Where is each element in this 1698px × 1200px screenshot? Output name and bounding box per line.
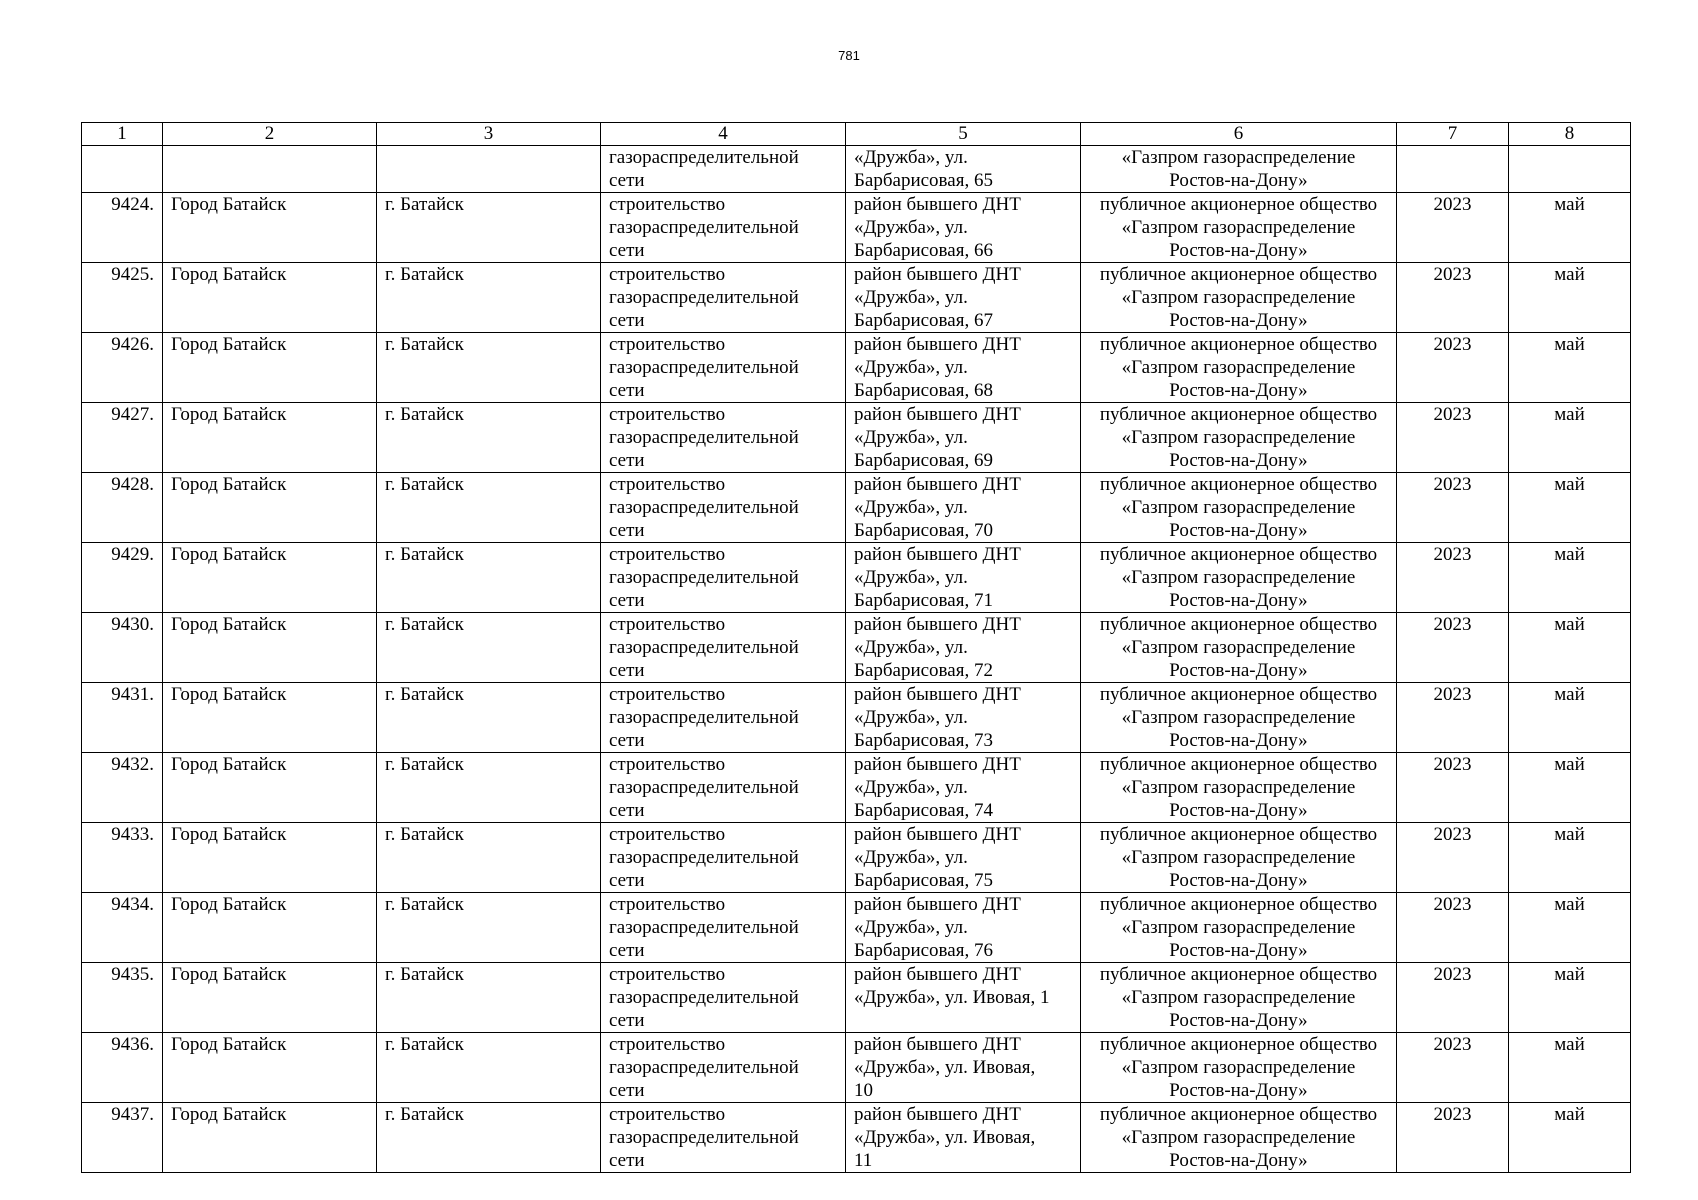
cell-year: 2023 (1397, 263, 1509, 333)
table-row (82, 963, 1631, 1033)
cell-address: район бывшего ДНТ «Дружба», ул. Барбарисовая, 76 (846, 893, 1081, 963)
cell-number: 9425. (82, 263, 163, 333)
cell-year: 2023 (1397, 963, 1509, 1033)
cell-district: Город Батайск (163, 1103, 377, 1173)
cell-month: май (1509, 473, 1631, 543)
cell-year: 2023 (1397, 1103, 1509, 1173)
continued-row (82, 146, 1631, 193)
cell-year: 2023 (1397, 753, 1509, 823)
cell-number: 9436. (82, 1033, 163, 1103)
register-table (81, 122, 1631, 1173)
cell-settlement: г. Батайск (377, 613, 601, 683)
cell-organization: публичное акционерное общество «Газпром газораспределение Ростов-на-Дону» (1081, 963, 1397, 1033)
cell-district: Город Батайск (163, 1033, 377, 1103)
cell-district: Город Батайск (163, 473, 377, 543)
cell-address: район бывшего ДНТ «Дружба», ул. Ивовая, 11 (846, 1103, 1081, 1173)
column-header: 4 (601, 123, 846, 146)
page-number: 781 (838, 48, 860, 63)
table-row (82, 1103, 1631, 1173)
table-row (82, 543, 1631, 613)
column-header: 2 (163, 123, 377, 146)
cell-organization: публичное акционерное общество «Газпром газораспределение Ростов-на-Дону» (1081, 193, 1397, 263)
cell-work: строительство газораспределительной сети (601, 193, 846, 263)
cell-work: строительство газораспределительной сети (601, 1103, 846, 1173)
table-row (82, 823, 1631, 893)
cell-address: район бывшего ДНТ «Дружба», ул. Ивовая, 1 (846, 963, 1081, 1033)
cell-month: май (1509, 263, 1631, 333)
cell-address: «Дружба», ул. Барбарисовая, 65 (846, 146, 1081, 193)
header-row (82, 123, 1631, 146)
cell-settlement: г. Батайск (377, 193, 601, 263)
cell-district: Город Батайск (163, 753, 377, 823)
cell-organization: «Газпром газораспределение Ростов-на-Дону» (1081, 146, 1397, 193)
cell-address: район бывшего ДНТ «Дружба», ул. Барбарисовая, 66 (846, 193, 1081, 263)
cell-number: 9431. (82, 683, 163, 753)
cell-settlement: г. Батайск (377, 1033, 601, 1103)
cell-month: май (1509, 823, 1631, 893)
column-header: 6 (1081, 123, 1397, 146)
cell-number: 9429. (82, 543, 163, 613)
table-row (82, 333, 1631, 403)
cell-month: май (1509, 1033, 1631, 1103)
cell-number: 9430. (82, 613, 163, 683)
cell-district: Город Батайск (163, 893, 377, 963)
cell-district: Город Батайск (163, 263, 377, 333)
cell-number: 9427. (82, 403, 163, 473)
cell-year: 2023 (1397, 683, 1509, 753)
cell-district: Город Батайск (163, 823, 377, 893)
cell-year: 2023 (1397, 1033, 1509, 1103)
cell-settlement: г. Батайск (377, 403, 601, 473)
cell-address: район бывшего ДНТ «Дружба», ул. Барбарисовая, 67 (846, 263, 1081, 333)
cell-district: Город Батайск (163, 333, 377, 403)
table-row (82, 893, 1631, 963)
cell-organization: публичное акционерное общество «Газпром газораспределение Ростов-на-Дону» (1081, 1103, 1397, 1173)
cell-number: 9434. (82, 893, 163, 963)
cell-work: строительство газораспределительной сети (601, 403, 846, 473)
cell-month: май (1509, 963, 1631, 1033)
table-row (82, 403, 1631, 473)
column-header: 8 (1509, 123, 1631, 146)
cell-work: строительство газораспределительной сети (601, 613, 846, 683)
table-row (82, 683, 1631, 753)
cell-month: май (1509, 1103, 1631, 1173)
cell-organization: публичное акционерное общество «Газпром газораспределение Ростов-на-Дону» (1081, 893, 1397, 963)
cell-month (1509, 146, 1631, 193)
cell-address: район бывшего ДНТ «Дружба», ул. Барбарисовая, 74 (846, 753, 1081, 823)
column-header: 3 (377, 123, 601, 146)
cell-year: 2023 (1397, 193, 1509, 263)
cell-number: 9428. (82, 473, 163, 543)
cell-district (163, 146, 377, 193)
cell-address: район бывшего ДНТ «Дружба», ул. Ивовая, 10 (846, 1033, 1081, 1103)
column-header: 1 (82, 123, 163, 146)
table-row (82, 473, 1631, 543)
cell-organization: публичное акционерное общество «Газпром газораспределение Ростов-на-Дону» (1081, 1033, 1397, 1103)
cell-address: район бывшего ДНТ «Дружба», ул. Барбарисовая, 71 (846, 543, 1081, 613)
cell-settlement: г. Батайск (377, 263, 601, 333)
cell-address: район бывшего ДНТ «Дружба», ул. Барбарисовая, 70 (846, 473, 1081, 543)
cell-organization: публичное акционерное общество «Газпром газораспределение Ростов-на-Дону» (1081, 473, 1397, 543)
cell-district: Город Батайск (163, 193, 377, 263)
cell-month: май (1509, 543, 1631, 613)
cell-number: 9435. (82, 963, 163, 1033)
cell-year: 2023 (1397, 893, 1509, 963)
cell-organization: публичное акционерное общество «Газпром газораспределение Ростов-на-Дону» (1081, 753, 1397, 823)
cell-settlement: г. Батайск (377, 823, 601, 893)
table-row (82, 753, 1631, 823)
cell-district: Город Батайск (163, 543, 377, 613)
cell-number: 9426. (82, 333, 163, 403)
cell-number: 9433. (82, 823, 163, 893)
cell-work: строительство газораспределительной сети (601, 683, 846, 753)
cell-month: май (1509, 193, 1631, 263)
cell-organization: публичное акционерное общество «Газпром газораспределение Ростов-на-Дону» (1081, 543, 1397, 613)
cell-settlement: г. Батайск (377, 1103, 601, 1173)
cell-number: 9437. (82, 1103, 163, 1173)
cell-work: строительство газораспределительной сети (601, 893, 846, 963)
cell-organization: публичное акционерное общество «Газпром газораспределение Ростов-на-Дону» (1081, 333, 1397, 403)
cell-district: Город Батайск (163, 683, 377, 753)
cell-organization: публичное акционерное общество «Газпром газораспределение Ростов-на-Дону» (1081, 263, 1397, 333)
cell-address: район бывшего ДНТ «Дружба», ул. Барбарисовая, 75 (846, 823, 1081, 893)
cell-district: Город Батайск (163, 403, 377, 473)
table-row (82, 1033, 1631, 1103)
cell-month: май (1509, 753, 1631, 823)
cell-address: район бывшего ДНТ «Дружба», ул. Барбарисовая, 72 (846, 613, 1081, 683)
cell-settlement (377, 146, 601, 193)
cell-district: Город Батайск (163, 963, 377, 1033)
cell-year: 2023 (1397, 473, 1509, 543)
cell-work: строительство газораспределительной сети (601, 543, 846, 613)
cell-year: 2023 (1397, 613, 1509, 683)
column-header: 7 (1397, 123, 1509, 146)
cell-number: 9424. (82, 193, 163, 263)
cell-address: район бывшего ДНТ «Дружба», ул. Барбарисовая, 69 (846, 403, 1081, 473)
cell-month: май (1509, 403, 1631, 473)
cell-organization: публичное акционерное общество «Газпром газораспределение Ростов-на-Дону» (1081, 613, 1397, 683)
cell-district: Город Батайск (163, 613, 377, 683)
cell-work: строительство газораспределительной сети (601, 263, 846, 333)
cell-work: строительство газораспределительной сети (601, 753, 846, 823)
cell-year: 2023 (1397, 543, 1509, 613)
cell-month: май (1509, 613, 1631, 683)
table-row (82, 613, 1631, 683)
cell-month: май (1509, 333, 1631, 403)
column-header: 5 (846, 123, 1081, 146)
cell-year: 2023 (1397, 823, 1509, 893)
cell-work: строительство газораспределительной сети (601, 1033, 846, 1103)
cell-settlement: г. Батайск (377, 753, 601, 823)
cell-organization: публичное акционерное общество «Газпром газораспределение Ростов-на-Дону» (1081, 403, 1397, 473)
cell-settlement: г. Батайск (377, 893, 601, 963)
cell-year (1397, 146, 1509, 193)
cell-settlement: г. Батайск (377, 333, 601, 403)
cell-month: май (1509, 683, 1631, 753)
cell-year: 2023 (1397, 333, 1509, 403)
cell-address: район бывшего ДНТ «Дружба», ул. Барбарисовая, 73 (846, 683, 1081, 753)
cell-work: строительство газораспределительной сети (601, 473, 846, 543)
cell-work: газораспределительной сети (601, 146, 846, 193)
cell-organization: публичное акционерное общество «Газпром газораспределение Ростов-на-Дону» (1081, 823, 1397, 893)
cell-month: май (1509, 893, 1631, 963)
cell-settlement: г. Батайск (377, 473, 601, 543)
cell-year: 2023 (1397, 403, 1509, 473)
cell-settlement: г. Батайск (377, 963, 601, 1033)
cell-number: 9432. (82, 753, 163, 823)
cell-organization: публичное акционерное общество «Газпром газораспределение Ростов-на-Дону» (1081, 683, 1397, 753)
cell-work: строительство газораспределительной сети (601, 823, 846, 893)
cell-address: район бывшего ДНТ «Дружба», ул. Барбарисовая, 68 (846, 333, 1081, 403)
cell-number (82, 146, 163, 193)
cell-work: строительство газораспределительной сети (601, 963, 846, 1033)
table-row (82, 193, 1631, 263)
cell-work: строительство газораспределительной сети (601, 333, 846, 403)
table-row (82, 263, 1631, 333)
cell-settlement: г. Батайск (377, 543, 601, 613)
cell-settlement: г. Батайск (377, 683, 601, 753)
